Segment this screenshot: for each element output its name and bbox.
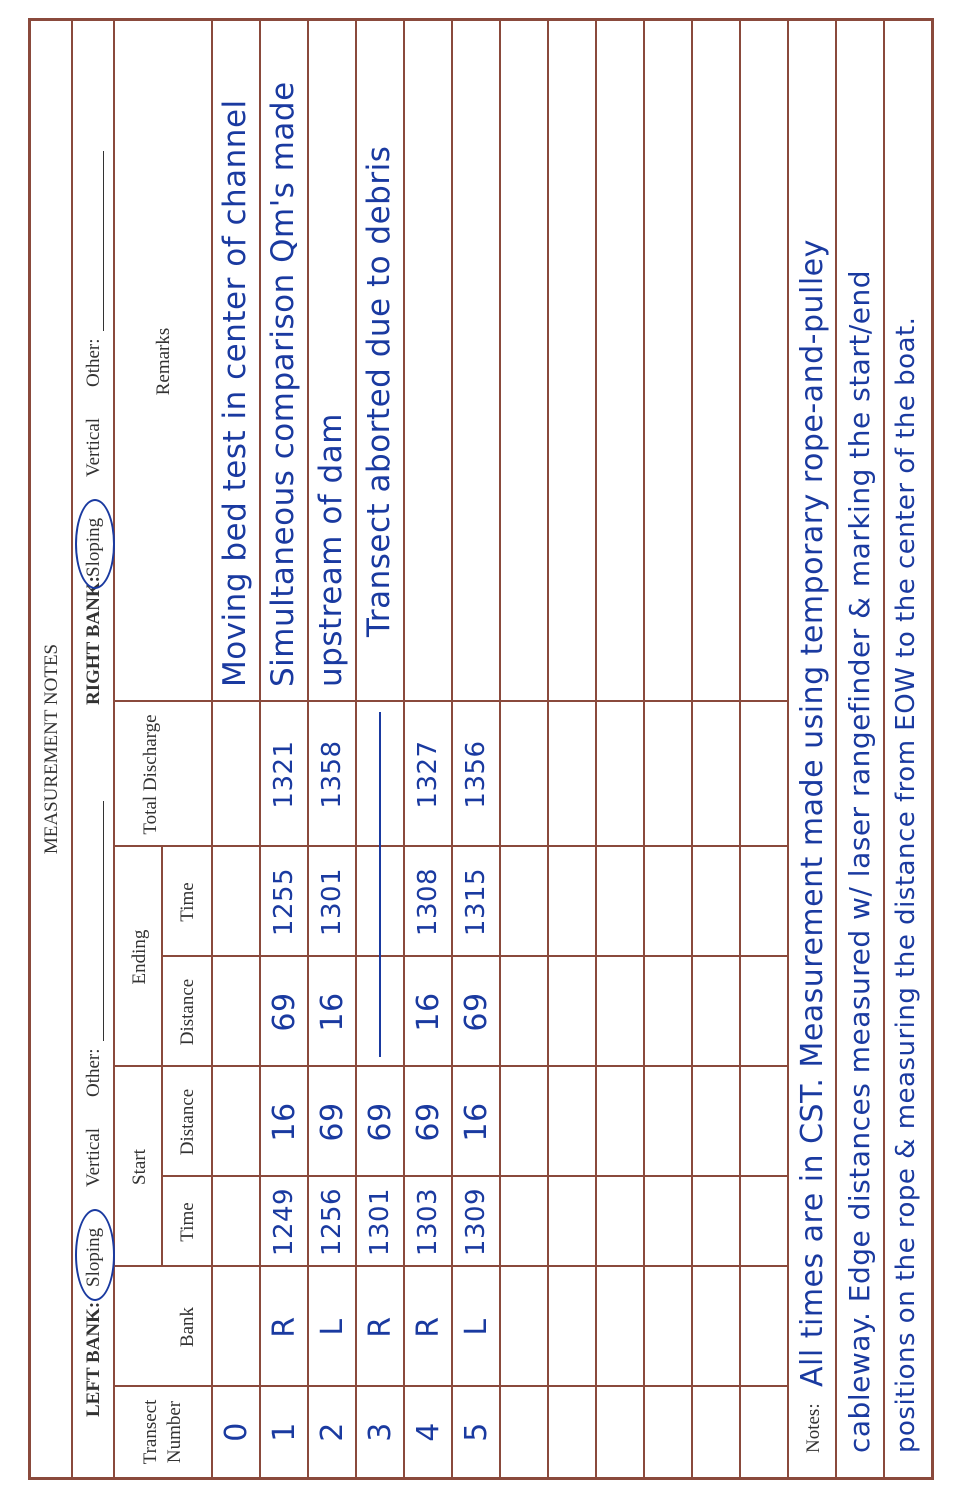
cell-start-distance: 69	[363, 1102, 398, 1142]
left-bank-other[interactable]: Other:	[83, 1048, 104, 1097]
aborted-strike-line	[379, 712, 381, 1057]
col-rule	[113, 1265, 788, 1267]
rule	[835, 21, 837, 1477]
header-total-discharge: Total Discharge	[140, 714, 161, 835]
header-start-time: Time	[177, 1202, 198, 1242]
notes-line-3: positions on the rope & measuring the distance from EOW to the center of the boat.	[891, 316, 921, 1453]
rule	[307, 21, 309, 1477]
cell-start-time: 1309	[461, 1187, 491, 1257]
cell-start-time: 1301	[365, 1187, 395, 1257]
rule	[883, 21, 885, 1477]
col-rule	[113, 845, 788, 847]
cell-total: 1321	[269, 740, 299, 809]
cell-start-distance: 16	[267, 1102, 302, 1142]
header-start: Start	[129, 1149, 150, 1185]
rule	[259, 21, 261, 1477]
rule	[355, 21, 357, 1477]
cell-start-distance: 69	[411, 1102, 446, 1142]
rule	[739, 21, 741, 1477]
cell-end-time: 1308	[413, 867, 443, 937]
cell-total: 1356	[461, 740, 491, 809]
rule	[547, 21, 549, 1477]
left-bank-other-blank[interactable]	[103, 801, 104, 1041]
cell-transect: 0	[219, 1422, 254, 1442]
cell-end-distance: 16	[411, 992, 446, 1032]
header-end-distance: Distance	[177, 978, 198, 1046]
rule	[499, 21, 501, 1477]
rule	[71, 21, 73, 1477]
cell-start-distance: 69	[315, 1102, 350, 1142]
cell-total: 1358	[317, 740, 347, 809]
cell-start-time: 1303	[413, 1187, 443, 1257]
cell-bank: L	[315, 1318, 350, 1336]
cell-start-distance: 16	[459, 1102, 494, 1142]
cell-transect: 3	[363, 1422, 398, 1442]
cell-end-distance: 69	[459, 992, 494, 1032]
cell-transect: 1	[267, 1422, 302, 1442]
cell-remarks: Transect aborted due to debris	[361, 145, 397, 637]
rule	[691, 21, 693, 1477]
notes-line-1: All times are in CST. Measurement made using temporary rope-and-pulley	[795, 239, 830, 1387]
left-bank-vertical[interactable]: Vertical	[83, 1127, 104, 1187]
header-bank: Bank	[177, 1306, 198, 1348]
rule	[451, 21, 453, 1477]
rule	[161, 847, 163, 1267]
rule	[403, 21, 405, 1477]
cell-end-time: 1315	[461, 867, 491, 937]
cell-remarks: upstream of dam	[313, 413, 349, 687]
right-bank-sloping[interactable]: Sloping	[83, 517, 104, 577]
form-title: MEASUREMENT NOTES	[41, 643, 62, 855]
rule	[643, 21, 645, 1477]
right-bank-other-blank[interactable]	[103, 151, 104, 331]
cell-transect: 5	[459, 1422, 494, 1442]
rule	[211, 21, 213, 1477]
header-start-distance: Distance	[177, 1088, 198, 1156]
cell-transect: 4	[411, 1422, 446, 1442]
measurement-notes-form	[28, 18, 934, 1480]
cell-bank: R	[363, 1316, 398, 1338]
header-remarks: Remarks	[153, 327, 174, 396]
left-bank-sloping[interactable]: Sloping	[83, 1227, 104, 1287]
notes-label: Notes:	[803, 1403, 824, 1453]
notes-line-2: cableway. Edge distances measured w/ laser rangefinder & marking the start/end	[843, 269, 876, 1453]
cell-end-distance: 16	[315, 992, 350, 1032]
header-ending: Ending	[129, 929, 150, 985]
cell-total: 1327	[413, 740, 443, 809]
rule	[595, 21, 597, 1477]
cell-bank: L	[459, 1318, 494, 1336]
cell-transect: 2	[315, 1422, 350, 1442]
col-rule	[113, 700, 788, 702]
cell-end-time: 1301	[317, 867, 347, 937]
cell-end-distance: 69	[267, 992, 302, 1032]
header-transect-number: Transect Number	[140, 1399, 185, 1465]
form-rotated-canvas	[31, 21, 931, 1477]
cell-remarks: Moving bed test in center of channel	[217, 99, 253, 687]
rule	[787, 21, 789, 1477]
cell-end-time: 1255	[269, 867, 299, 937]
right-bank-selected-circle	[75, 499, 115, 589]
cell-remarks: Simultaneous comparison Qm's made	[265, 81, 301, 687]
col-rule	[113, 1065, 788, 1067]
header-end-time: Time	[177, 882, 198, 922]
left-bank-label: LEFT BANK:	[83, 1301, 104, 1417]
left-bank-selected-circle	[75, 1209, 115, 1301]
col-rule	[113, 1385, 788, 1387]
cell-bank: R	[411, 1316, 446, 1338]
cell-start-time: 1256	[317, 1187, 347, 1257]
cell-bank: R	[267, 1316, 302, 1338]
cell-start-time: 1249	[269, 1187, 299, 1257]
right-bank-other[interactable]: Other:	[83, 338, 104, 387]
right-bank-label: RIGHT BANK:	[83, 576, 104, 705]
right-bank-vertical[interactable]: Vertical	[83, 417, 104, 477]
